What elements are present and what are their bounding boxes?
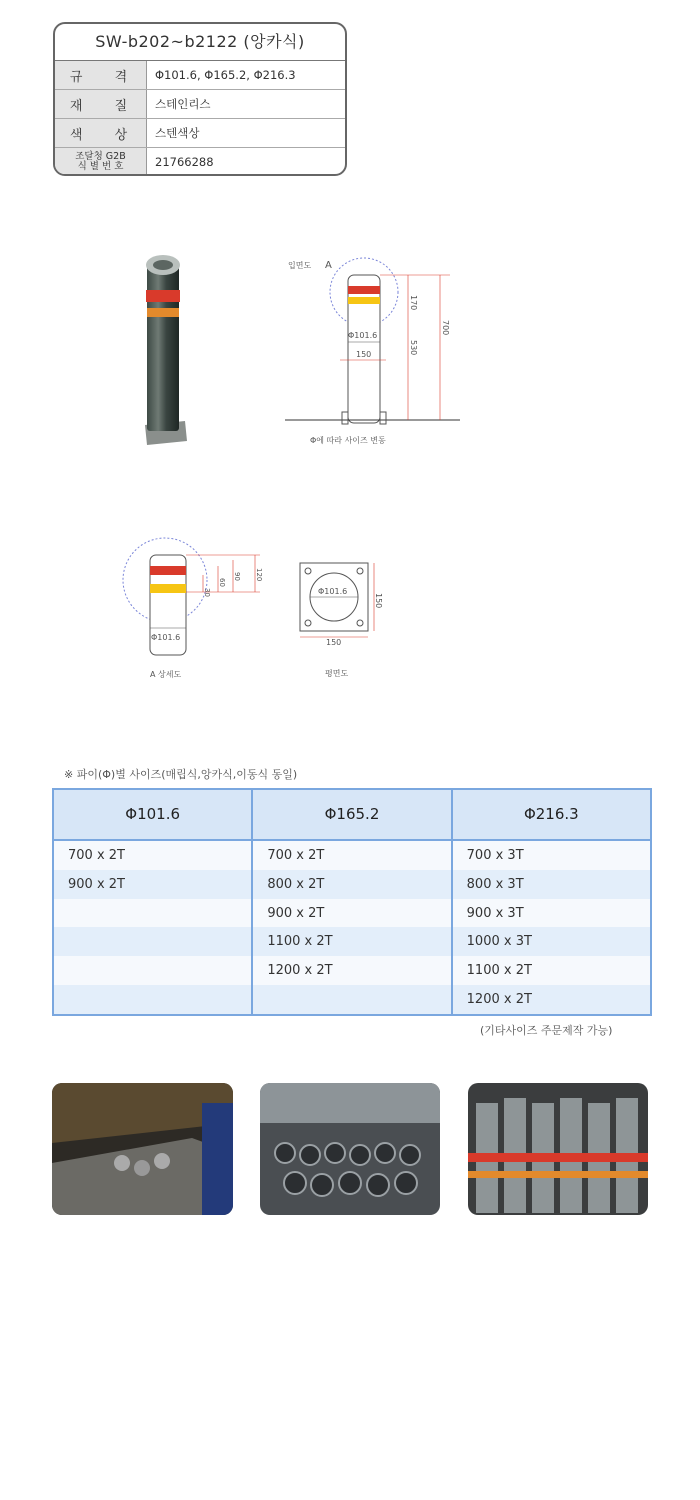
spec-value: 스테인리스 [155, 97, 211, 111]
elevation-caption: Φ에 따라 사이즈 변동 [310, 436, 386, 445]
dim-120: 120 [255, 568, 263, 582]
diameter-label: Φ101.6 [348, 331, 378, 340]
pipes-photo [260, 1083, 440, 1215]
dim-top: 170 [409, 295, 418, 311]
dim-30: 30 [203, 588, 211, 597]
plan-caption: 평면도 [325, 669, 349, 678]
table-cell: 900 x 2T [54, 870, 251, 899]
table-cell [54, 927, 251, 956]
spec-label: 규 격 [55, 61, 147, 89]
spec-label [55, 148, 147, 176]
column-header: Φ101.6 [54, 790, 251, 841]
detail-diameter: Φ101.6 [151, 633, 181, 642]
width-label: 150 [356, 350, 372, 359]
table-cell [253, 985, 450, 1014]
detail-diagram [115, 530, 275, 685]
table-cell [54, 899, 251, 928]
table-cell: 800 x 2T [253, 870, 450, 899]
elevation-view-label: 입면도 [288, 261, 312, 270]
dim-lower: 530 [409, 340, 418, 356]
plan-width: 150 [326, 638, 342, 647]
plan-diagram [290, 555, 390, 680]
product-title: SW-b202~b2122 (앙카식) [55, 24, 345, 61]
bollard-photo [135, 245, 195, 455]
spec-label: 재 질 [55, 90, 147, 118]
table-cell [54, 956, 251, 985]
spec-box [53, 22, 347, 176]
dim-60: 60 [218, 578, 226, 587]
detail-marker: A [325, 260, 332, 271]
column-header: Φ165.2 [253, 790, 450, 841]
custom-size-footnote: (기타사이즈 주문제작 가능) [480, 1024, 613, 1037]
table-cell: 800 x 3T [453, 870, 650, 899]
table-cell: 1100 x 2T [253, 927, 450, 956]
spec-value: 21766288 [155, 155, 214, 169]
size-column [453, 790, 650, 1014]
plan-diameter: Φ101.6 [318, 587, 348, 596]
table-cell: 900 x 2T [253, 899, 450, 928]
spec-row-size [55, 61, 345, 90]
table-cell: 1000 x 3T [453, 927, 650, 956]
detail-caption: A 상세도 [150, 670, 182, 679]
table-cell: 700 x 3T [453, 841, 650, 870]
table-cell: 700 x 2T [253, 841, 450, 870]
table-cell: 1200 x 2T [253, 956, 450, 985]
size-column [54, 790, 253, 1014]
plan-height: 150 [374, 593, 383, 609]
spec-row-g2b [55, 148, 345, 176]
column-header: Φ216.3 [453, 790, 650, 841]
elevation-diagram [280, 250, 470, 450]
spec-value: 스텐색상 [155, 126, 200, 140]
size-column [253, 790, 452, 1014]
table-cell: 1100 x 2T [453, 956, 650, 985]
table-cell: 700 x 2T [54, 841, 251, 870]
spec-label: 색 상 [55, 119, 147, 147]
table-cell [54, 985, 251, 1014]
size-note: ※ 파이(Φ)별 사이즈(매립식,앙카식,이동식 동일) [64, 768, 298, 781]
dim-90: 90 [233, 572, 241, 581]
spec-label-line1: 조달청 G2B [75, 151, 126, 162]
bollards-photo [468, 1083, 648, 1215]
dim-total: 700 [441, 320, 450, 336]
workshop-photo [52, 1083, 233, 1215]
table-cell: 900 x 3T [453, 899, 650, 928]
size-table [52, 788, 652, 1016]
spec-row-color [55, 119, 345, 148]
table-cell: 1200 x 2T [453, 985, 650, 1014]
spec-value: Φ101.6, Φ165.2, Φ216.3 [155, 68, 296, 82]
spec-row-material [55, 90, 345, 119]
spec-label-line2: 식 별 번 호 [77, 161, 124, 172]
